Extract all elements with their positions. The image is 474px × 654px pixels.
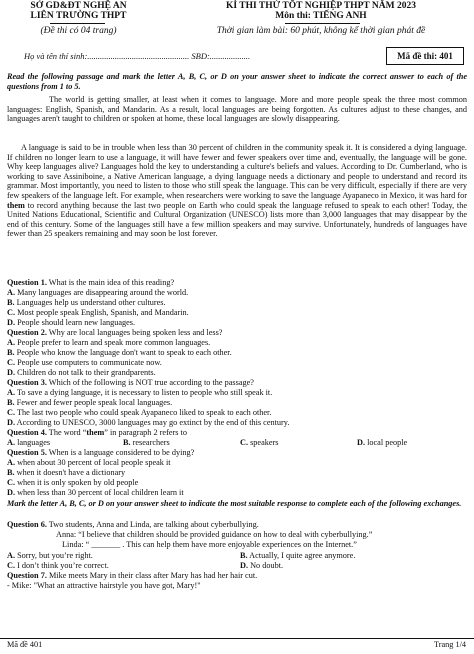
q1-option-c[interactable]: C. Most people speak English, Spanish, and Mandarin.: [7, 308, 189, 317]
question-7-label: Question 7.: [7, 571, 47, 580]
q2-option-b[interactable]: B. People who know the language don't want to speak to each other.: [7, 348, 232, 357]
question-3: [7, 378, 467, 388]
exam-code-box: Mã đề thi: 401: [386, 47, 464, 65]
q6-option-a[interactable]: A. Sorry, but you’re right.: [7, 551, 93, 560]
q2-option-c[interactable]: C. People use computers to communicate now.: [7, 358, 162, 367]
q4-option-a[interactable]: A. languages: [7, 438, 51, 447]
q3-option-d[interactable]: D. According to UNESCO, 3000 languages may go extinct by the end of this century.: [7, 418, 290, 427]
question-4-keyword: them: [86, 428, 105, 437]
header-left-divider: [50, 23, 105, 24]
q6-option-b[interactable]: B. Actually, I quite agree anymore.: [240, 551, 356, 560]
q1-option-d[interactable]: D. People should learn new languages.: [7, 318, 136, 327]
q4-option-b[interactable]: B. researchers: [123, 438, 170, 447]
q3-option-c[interactable]: C. The last two people who could speak Ayapaneco liked to speak to each other.: [7, 408, 272, 417]
q5-option-b[interactable]: B. when it doesn't have a dictionary: [7, 468, 126, 477]
passage-keyword-them: them: [7, 200, 25, 210]
q6-option-d[interactable]: D. No doubt.: [240, 561, 284, 570]
q6-option-c[interactable]: C. I don’t think you’re correct.: [7, 561, 109, 570]
passage-paragraph-2-part1: A language is said to be in trouble when less than 30 percent of children in the community speak it. It is considered a dying language. If children no longer learn to use a language, it will have fewer and fewer speakers over time and, eventually, the language will be gone. Why keep languages alive? Languages hold the key to understanding a culture's beliefs and values. According to Dr. Cumberland, who is working to save Assiniboine, a Native American language, a dying language needs a dictionary and people to understand and record its grammar. Most importantly, you need to listen to those who still speak the language. This can be very difficult, especially if there are very few speakers of the language left. For example, when researchers were working to save the language Ayapaneco in Mexico, it was hard for: [7, 143, 467, 200]
passage-paragraph-2: [7, 143, 467, 239]
question-4: Question 4. The word “them” in paragraph 2 refers to: [7, 428, 187, 437]
question-2-text: Why are local languages being spoken less and less?: [46, 328, 223, 337]
header-right-divider: [285, 23, 360, 24]
question-6: [7, 520, 467, 530]
section-2-instruction: Mark the letter A, B, C, or D on your answer sheet to indicate the most suitable response to complete each of the following exchanges.: [7, 499, 462, 508]
question-1-text: What is the main idea of this reading?: [46, 278, 175, 287]
question-2: [7, 328, 467, 338]
question-5-text: When is a language considered to be dying?: [46, 448, 195, 457]
school-name: LIÊN TRƯỜNG THPT: [30, 11, 127, 21]
footer-page-number: Trang 1/4: [433, 640, 466, 649]
q2-option-d[interactable]: D. Children do not talk to their grandparents.: [7, 368, 156, 377]
candidate-info-line: Họ và tên thí sinh:................................................ SBD:...................: [24, 51, 251, 61]
footer-divider: [0, 638, 474, 639]
q2-option-a[interactable]: A. People prefer to learn and speak more common languages.: [7, 338, 211, 347]
exam-title: KÌ THI THỬ TỐT NGHIỆP THPT NĂM 2023: [226, 1, 416, 11]
q1-option-a[interactable]: A. Many languages are disappearing around the world.: [7, 288, 189, 297]
department-name: SỞ GD&ĐT NGHỆ AN: [30, 1, 127, 11]
q6-line-linda: Linda: “ _______ . This can help them have more enjoyable experiences on the Internet.”: [62, 540, 357, 549]
question-5-label: Question 5.: [7, 448, 47, 457]
q3-option-b[interactable]: B. Fewer and fewer people speak local languages.: [7, 398, 173, 407]
question-7: [7, 571, 467, 581]
q3-option-a[interactable]: A. To save a dying language, it is necessary to listen to people who still speak it.: [7, 388, 273, 397]
passage-paragraph-1: The world is getting smaller, at least when it comes to language. More and more people speak the three most common languages: English, Spanish, and Mandarin. As a result, local languages are being forgotten. As cultures adjust to these changes, and languages aren't taught to children or spoken at home, these local languages are slowly disappearing.: [7, 95, 467, 124]
q4-option-c[interactable]: C. speakers: [240, 438, 279, 447]
q7-line-mike: - Mike: "What an attractive hairstyle you have got, Mary!": [7, 581, 201, 590]
q6-line-anna: Anna: “I believe that children should be provided guidance on how to deal with cyberbullying.”: [56, 530, 373, 539]
question-6-text: Two students, Anna and Linda, are talking about cyberbullying.: [46, 520, 259, 529]
question-1-label: Question 1.: [7, 278, 47, 287]
q5-option-d[interactable]: D. when less than 30 percent of local children learn it: [7, 488, 184, 497]
question-7-text: Mike meets Mary in their class after Mary has had her hair cut.: [46, 571, 258, 580]
q5-option-a[interactable]: A. when about 30 percent of local people speak it: [7, 458, 171, 467]
time-note: Thời gian làm bài: 60 phút, không kể thời gian phát đề: [216, 26, 426, 36]
footer-exam-code: Mã đề 401: [7, 640, 43, 649]
passage-paragraph-2-part2: to record anything because the last two people on Earth who could speak the language refused to speak to each other! Today, the United Nations Educational, Scientific and Cultural Organization (UNESCO) lists more than 3,000 languages that may disappear by the end of this century. Some of the languages still have a few million speakers and may survive. Unfortunately, hundreds of languages have fewer than 25 speakers remaining and may soon be lost forever.: [7, 200, 467, 239]
passage-instruction: Read the following passage and mark the letter A, B, C, or D on your answer sheet to indicate the correct answer to each of the questions from 1 to 5.: [7, 72, 467, 91]
question-3-text: Which of the following is NOT true according to the passage?: [46, 378, 254, 387]
subject-name: Môn thi: TIẾNG ANH: [275, 11, 367, 21]
q5-option-c[interactable]: C. when it is only spoken by old people: [7, 478, 139, 487]
q1-option-b[interactable]: B. Languages help us understand other cultures.: [7, 298, 166, 307]
q4-option-d[interactable]: D. local people: [357, 438, 408, 447]
question-4-label: Question 4.: [7, 428, 47, 437]
page-count-note: (Đề thi có 04 trang): [40, 26, 117, 36]
question-1: [7, 278, 467, 288]
question-3-label: Question 3.: [7, 378, 47, 387]
question-2-label: Question 2.: [7, 328, 47, 337]
question-6-label: Question 6.: [7, 520, 47, 529]
question-5: [7, 448, 467, 458]
